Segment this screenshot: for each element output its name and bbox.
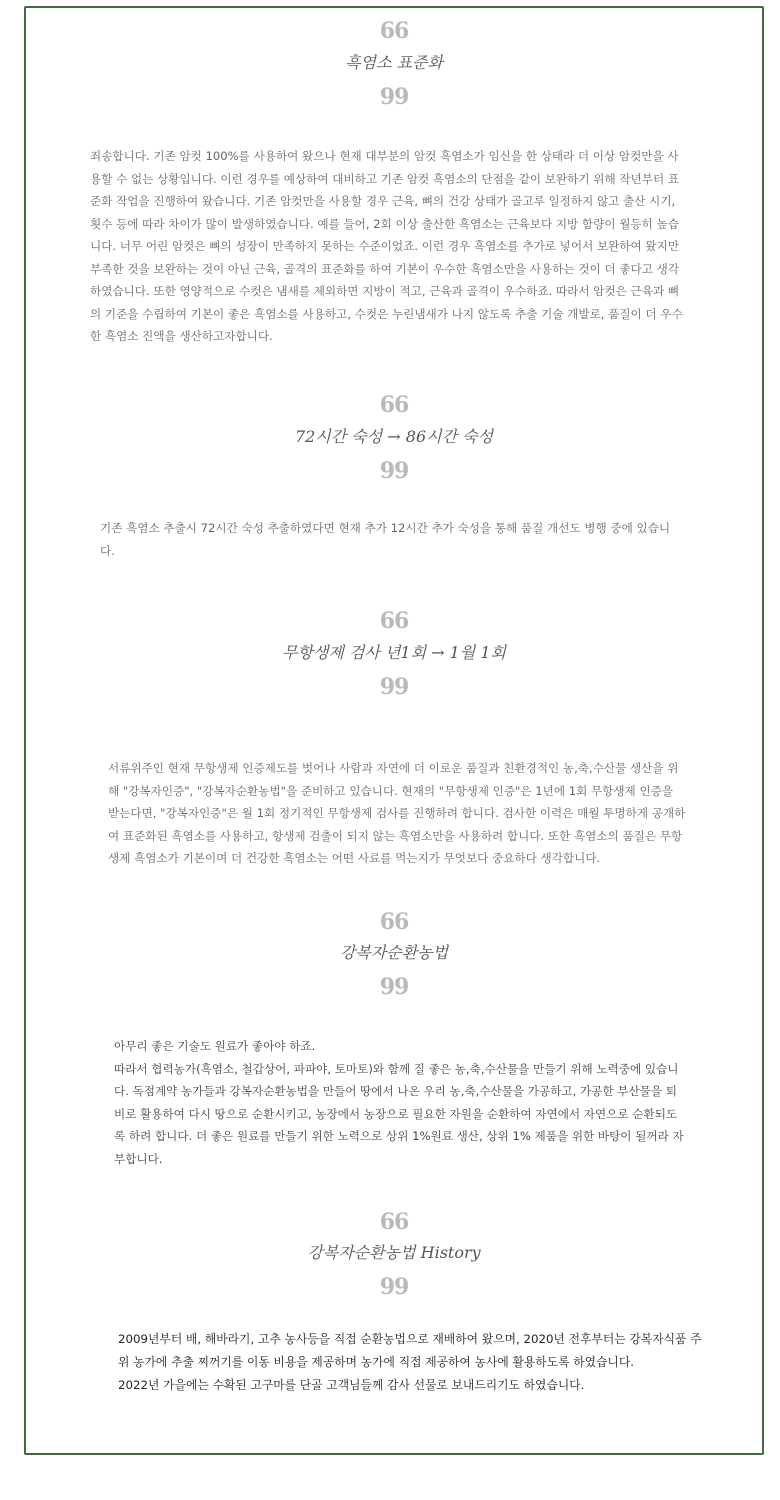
paragraph: 기존 흑염소 추출시 72시간 숙성 추출하였다면 현재 추가 12시간 추가 숙성을 통해 품질 개선도 병행 중에 있습니다. (100, 521, 671, 558)
open-quote-icon: 66 (379, 392, 409, 418)
section-aging (26, 394, 762, 482)
section-history (26, 1211, 762, 1298)
open-quote-icon: 66 (379, 18, 409, 44)
content-frame (24, 6, 764, 1455)
paragraph: 아무리 좋은 기술도 원료가 좋아야 하죠. (114, 1039, 316, 1053)
section-title: 강복자순환농법 History (307, 1243, 481, 1262)
section-body (108, 757, 686, 870)
section-title: 72시간 숙성 → 86시간 숙성 (294, 427, 494, 446)
paragraph: 서류위주인 현재 무항생제 인증제도를 벗어나 사람과 자연에 더 이로운 품질과 친환경적인 농,축,수산물 생산을 위해 "강복자인증", "강복자순환농법"을 준비하고 있습니다. 현재의 "무항생제 인증"은 1년에 1회 무항생제 인증을 받는다면, "강복자인증"은 월 1회 정기적인 무항생제 검사를 진행하려 합니다. 검사한 이력은 매월 투명하게 공개하여 표준화된 흑염소를 사용하고, 항생제 검출이 되지 않는 흑염소만을 사용하려 합니다. 또한 흑염소의 품질은 무항생제 흑염소가 기본이며 더 건강한 흑염소는 어떤 사료를 먹는지가 무엇보다 중요하다 생각합니다. (108, 761, 686, 865)
open-quote-icon: 66 (379, 1209, 409, 1235)
section-body (118, 1328, 702, 1396)
section-title: 강복자순환농법 (339, 943, 449, 962)
close-quote-icon: 99 (379, 458, 409, 484)
section-title: 무항생제 검사 년1회 → 1월 1회 (282, 643, 506, 662)
open-quote-icon: 66 (379, 608, 409, 634)
close-quote-icon: 99 (379, 974, 409, 1000)
section-title: 흑염소 표준화 (345, 53, 443, 72)
paragraph: 2009년부터 배, 해바라기, 고추 농사등을 직접 순환농법으로 재배하여 왔으며, 2020년 전후부터는 강복자식품 주위 농가에 추출 찌꺼기를 이동 비용을 제공하며 농가에 직접 제공하여 농사에 활용하도록 하였습니다. (118, 1332, 702, 1369)
section-body (100, 517, 684, 562)
close-quote-icon: 99 (379, 1274, 409, 1300)
paragraph: 2022년 가을에는 수확된 고구마를 단골 고객님들께 감사 선물로 보내드리기도 하였습니다. (118, 1377, 585, 1392)
section-goat-standardization (26, 20, 762, 108)
section-antibiotic-test (26, 610, 762, 698)
paragraph: 따라서 협력농가(흑염소, 철갑상어, 파파야, 토마토)와 함께 질 좋은 농,축,수산물을 만들기 위해 노력중에 있습니다. 독점계약 농가들과 강복자순환농법을 만들어 땅에서 나온 우리 농,축,수산물을 가공하고, 가공한 부산물을 퇴비로 활용하여 다시 땅으로 순환시키고, 농장에서 농장으로 필요한 자원을 순환하여 자연에서 자연으로 순환되도록 하려 합니다. 더 좋은 원료를 만들기 위한 노력으로 상위 1%원료 생산, 상위 1% 제품을 위한 바탕이 될꺼라 자부합니다. (114, 1061, 684, 1166)
close-quote-icon: 99 (379, 84, 409, 110)
close-quote-icon: 99 (379, 674, 409, 700)
section-body (90, 145, 683, 348)
paragraph: 죄송합니다. 기존 암컷 100%를 사용하여 왔으나 현재 대부분의 암컷 흑염소가 임신을 한 상태라 더 이상 암컷만을 사용할 수 없는 상황입니다. 이런 경우를 예상하여 대비하고 기존 암컷 흑염소의 단점을 같이 보완하기 위해 작년부터 표준화 작업을 진행하여 왔습니다. 기존 암컷만을 사용할 경우 근육, 뼈의 건강 상태가 골고루 일정하지 않고 출산 시기, 횟수 등에 따라 차이가 많이 발생하였습니다. 예를 들어, 2회 이상 출산한 흑염소는 근육보다 지방 함량이 월등히 높습니다. 너무 어린 암컷은 뼈의 성장이 만족하지 못하는 수준이었죠. 이런 경우 흑염소를 추가로 넣어서 보완하여 왔지만 부족한 것을 보완하는 것이 아닌 근육, 골격의 표준화를 하여 기본이 우수한 흑염소만을 사용하는 것이 더 좋다고 생각하였습니다. 또한 영양적으로 수컷은 냄새를 제외하면 지방이 적고, 근육과 골격이 우수하죠. 따라서 암컷은 근육과 뼈의 기준을 수립하여 기본이 좋은 흑염소를 사용하고, 수컷은 누린냄새가 나지 않도록 추출 기술 개발로, 품질이 더 우수한 흑염소 진액을 생산하고자합니다. (90, 149, 683, 343)
section-body (114, 1035, 686, 1170)
open-quote-icon: 66 (379, 909, 409, 935)
section-circulation-farming (26, 911, 762, 998)
